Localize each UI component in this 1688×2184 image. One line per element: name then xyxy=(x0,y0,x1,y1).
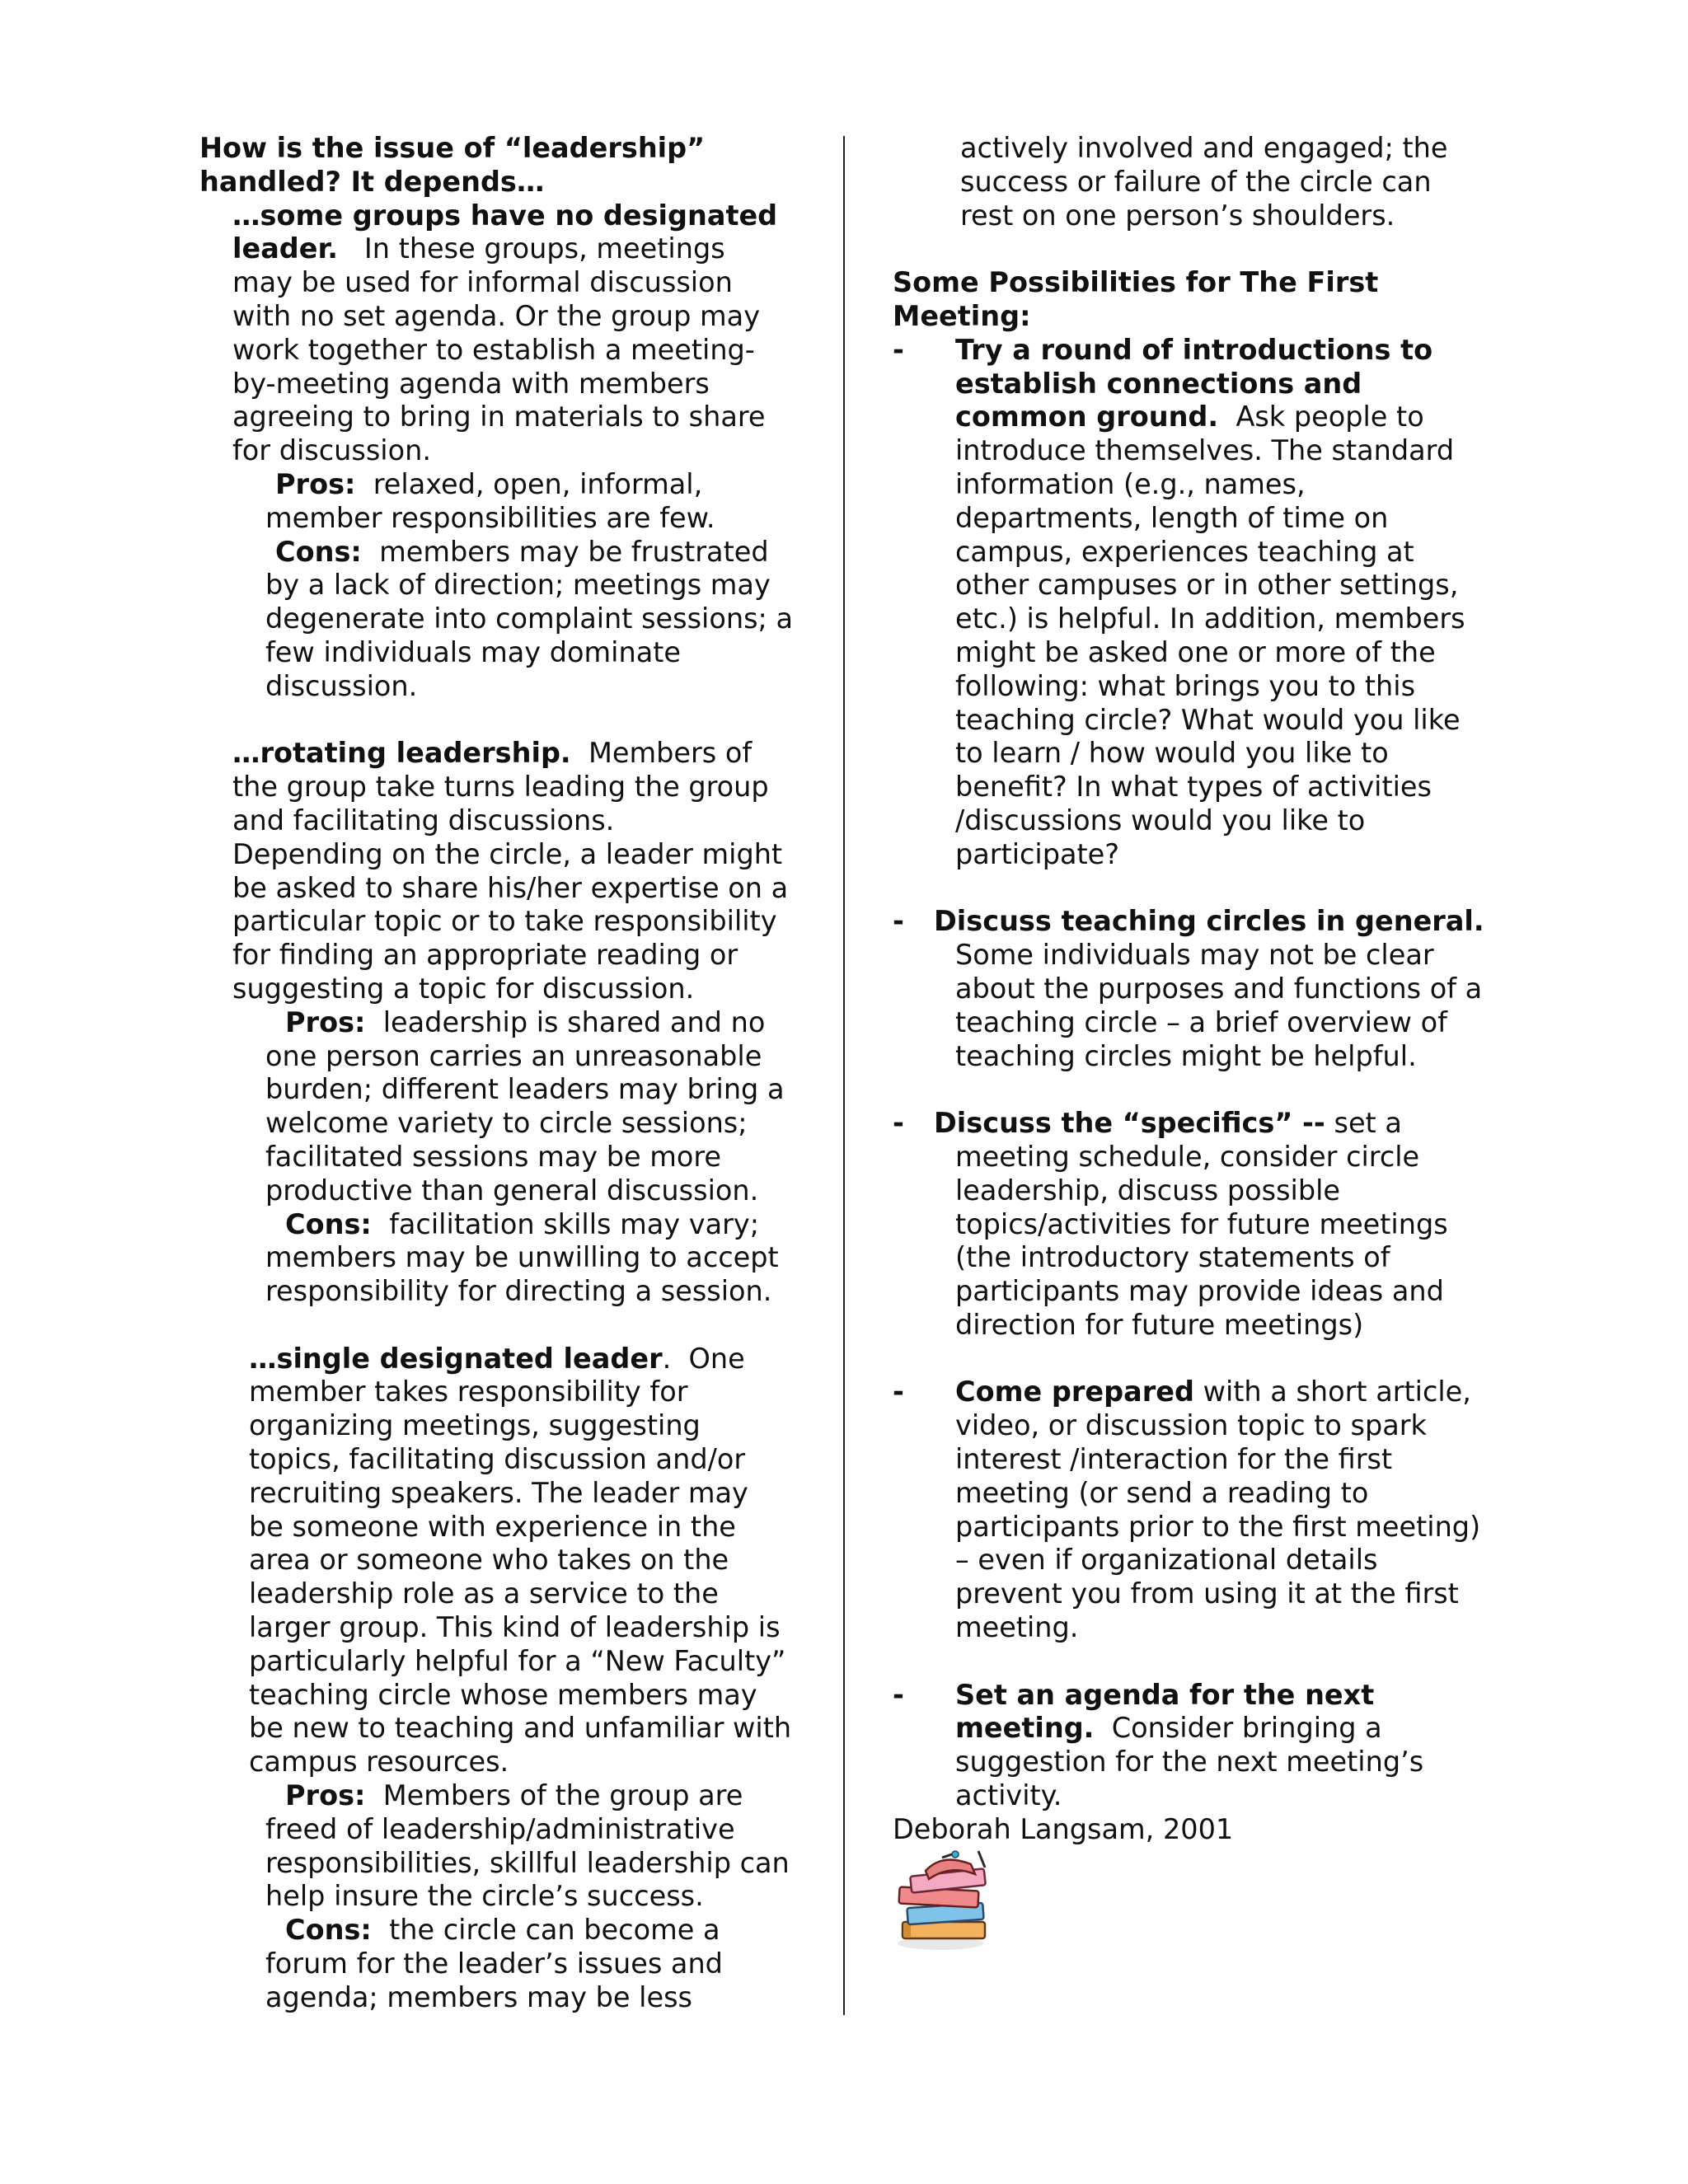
continued-text: actively involved and engaged; the success or failure of the circle can rest on one person’s shoulders. xyxy=(960,132,1448,232)
list-item-set-agenda: - Set an agenda for the next meeting. Consider bringing a suggestion for the next meeting’s activity. xyxy=(893,1678,1424,1812)
rotating-section: …rotating leadership. Members of the group take turns leading the group and facilitating discussions. Depending on the circle, a leader might be asked to share his/her expertise on a particular topic or to take responsibility for finding an appropriate reading or suggesting a topic for discussion. xyxy=(232,737,789,1005)
list-item-introductions: - Try a round of introductions to establish connections and common ground. Ask people to introduce themselves. The standard information (e.g., names, departments, length of time on campus, experiences teaching at other campuses or in other settings, etc.) is helpful. In addition, members might be asked one or more of the following: what brings you to this teaching circle? What would you like to learn / how would you like to benefit? In what types of activities /discussions would you like to participate? xyxy=(893,333,1465,870)
no-leader-title-cont: leader. xyxy=(232,232,338,265)
no-leader-text: may be used for informal discussion with no set agenda. Or the group may work together to establish a meeting- by-meeting agenda with members agreeing to bring in materials to share for discussion. xyxy=(232,266,766,467)
rotating-cons: Cons: facilitation skills may vary; members may be unwilling to accept responsibility for directing a session. xyxy=(265,1207,779,1308)
no-leader-section: …some groups have no designated leader. In these groups, meetings may be used for informal discussion with no set agenda. Or the group may work together to establish a meeting- by-meeting agenda with members agreeing to bring in materials to share for discussion. xyxy=(199,199,801,468)
no-leader-pros: Pros: relaxed, open, informal, member responsibilities are few. xyxy=(265,467,715,534)
stack-of-books-icon xyxy=(893,1846,1004,1953)
single-leader-cons: Cons: the circle can become a forum for the leader’s issues and agenda; members may be less xyxy=(265,1914,723,2013)
rotating-title: …rotating leadership. xyxy=(232,737,571,770)
list-item-come-prepared: - Come prepared with a short article, video, or discussion topic to spark interest /interaction for the first meeting (or send a reading to participants prior to the first meeting) – even if organizational details prevent you from using it at the first meeting. xyxy=(893,1376,1481,1644)
single-leader-section: …single designated leader. One member takes responsibility for organizing meetings, suggesting topics, facilitating discussion and/or recruiting speakers. The leader may be someone with experience in the area or someone who takes on the leadership role as a service to the larger group. This kind of leadership is particularly helpful for a “New Faculty” teaching circle whose members may be new to teaching and unfamiliar with campus resources. xyxy=(249,1342,792,1779)
column-divider xyxy=(843,136,845,2015)
no-leader-cons: Cons: members may be frustrated by a lack of direction; meetings may degenerate into complaint sessions; a few individuals may dominate discussion. xyxy=(265,535,794,702)
leadership-heading: How is the issue of “leadership” handled? It depends… xyxy=(199,132,706,198)
list-item-specifics: - Discuss the “specifics” -- set a meeting schedule, consider circle leadership, discuss possible topics/activities for future meetings (the introductory statements of participants may provide ideas and direction for future meetings) xyxy=(893,1107,1448,1341)
left-column xyxy=(199,132,801,2015)
signature: Deborah Langsam, 2001 xyxy=(893,1812,1234,1845)
list-item-discuss-circles: - Discuss teaching circles in general. Some individuals may not be clear about the purposes and functions of a teaching circle – a brief overview of teaching circles might be helpful. xyxy=(893,905,1484,1072)
no-leader-title: …some groups have no designated xyxy=(232,199,778,232)
first-meeting-heading: Some Possibilities for The First Meeting: xyxy=(893,266,1379,332)
rotating-pros: Pros: leadership is shared and no one person carries an unreasonable burden; different leaders may bring a welcome variety to circle sessions; facilitated sessions may be more productive than general discussion. xyxy=(265,1005,785,1207)
right-column xyxy=(893,132,1486,1847)
single-leader-pros: Pros: Members of the group are freed of leadership/administrative responsibilities, skillful leadership can help insure the circle’s success. xyxy=(265,1779,790,1913)
single-leader-title: …single designated leader xyxy=(249,1342,663,1375)
